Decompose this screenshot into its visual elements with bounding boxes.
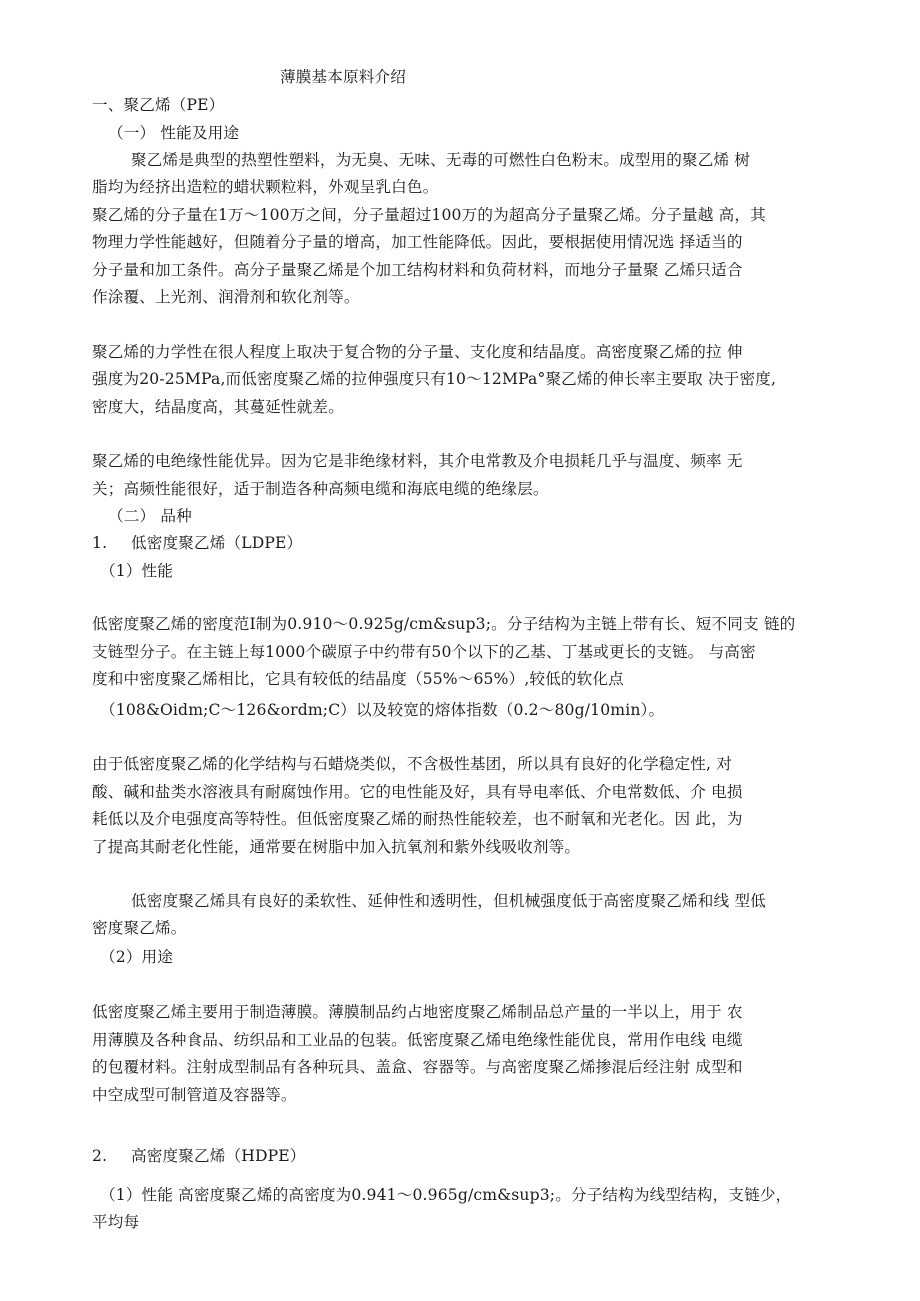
- sub-heading-uses: （2）用途: [100, 948, 174, 966]
- paragraph-line: 脂均为经挤出造粒的蜡状颗粒料，外观呈乳白色。: [92, 178, 439, 196]
- paragraph-line: 聚乙烯的电绝缘性能优异。因为它是非绝缘材料，其介电常教及介电损耗几乎与温度、频率 无: [92, 452, 743, 470]
- item-title: 高密度聚乙烯（HDPE）: [131, 1147, 306, 1165]
- paragraph-line: 中空成型可制管道及容器等。: [92, 1086, 297, 1104]
- paragraph-line: 耗低以及介电强度高等特性。但低密度聚乙烯的耐热性能较差，也不耐氧和光老化。因 此，为: [92, 810, 743, 828]
- subsection-heading-properties: （一） 性能及用途: [108, 124, 240, 142]
- subsection-heading-varieties: （二） 品种: [108, 507, 192, 525]
- paragraph-line: 作涂覆、上光剂、润滑剂和软化剂等。: [92, 288, 360, 306]
- numbered-heading-hdpe: [92, 1146, 306, 1166]
- paragraph-line: 密度聚乙烯。: [92, 919, 187, 937]
- item-title: 低密度聚乙烯（LDPE）: [131, 534, 303, 552]
- document-title: 薄膜基本原料介绍: [280, 68, 406, 86]
- paragraph-line: （1）性能 高密度聚乙烯的高密度为0.941～0.965g/cm&sup3;。分子结构为线型结构，支链少，: [100, 1186, 792, 1204]
- paragraph-line: 度和中密度聚乙烯相比，它具有较低的结晶度（55%～65%）,较低的软化点: [92, 670, 624, 688]
- paragraph-line: 用薄膜及各种食品、纺织品和工业品的包装。低密度聚乙烯电绝缘性能优良，常用作电线 电缆: [92, 1031, 743, 1049]
- item-number: 1.: [92, 534, 108, 552]
- paragraph-line: 物理力学性能越好，但随着分子量的增高，加工性能降低。因此，要根据使用情况选 择适当的: [92, 233, 743, 251]
- paragraph-line: 了提高其耐老化性能，通常要在树脂中加入抗氧剂和紫外线吸收剂等。: [92, 838, 581, 856]
- paragraph-line: 聚乙烯的力学性在很人程度上取决于复合物的分子量、支化度和结晶度。高密度聚乙烯的拉 伸: [92, 343, 743, 361]
- item-number: 2.: [92, 1147, 108, 1165]
- paragraph-line: 的包覆材料。注射成型制品有各种玩具、盖盒、容器等。与高密度聚乙烯掺混后经注射 成型和: [92, 1058, 743, 1076]
- numbered-heading-ldpe: [92, 533, 302, 553]
- section-heading-pe: 一、聚乙烯（PE）: [92, 96, 225, 114]
- paragraph-line: 低密度聚乙烯具有良好的柔软性、延伸性和透明性，但机械强度低于高密度聚乙烯和线 型低: [131, 892, 766, 910]
- paragraph-line: 分子量和加工条件。高分子量聚乙烯是个加工结构材料和负荷材料，而地分子量聚 乙烯只适合: [92, 261, 743, 279]
- paragraph-line: 由于低密度聚乙烯的化学结构与石蜡烧类似，不含极性基团，所以具有良好的化学稳定性, 对: [92, 755, 732, 773]
- sub-heading-properties: （1）性能: [100, 562, 174, 580]
- paragraph-line: 低密度聚乙烯主要用于制造薄膜。薄膜制品约占地密度聚乙烯制品总产量的一半以上，用于 农: [92, 1003, 743, 1021]
- paragraph-line: 关；高频性能很好，适于制造各种高频电缆和海底电缆的绝缘层。: [92, 480, 549, 498]
- paragraph-line: 强度为20-25MPa,而低密度聚乙烯的拉伸强度只有10～12MPa°聚乙烯的伸长率主要取 决于密度,: [92, 370, 777, 388]
- paragraph-line: 酸、碱和盐类水溶液具有耐腐蚀作用。它的电性能及好，具有导电率低、介电常数低、介 电损: [92, 783, 743, 801]
- paragraph-line: 聚乙烯的分子量在1万～100万之间，分子量超过100万的为超高分子量聚乙烯。分子量越 高，其: [92, 206, 766, 224]
- paragraph-line: （108&Oidm;C～126&ordm;C）以及较宽的熔体指数（0.2～80g/10min）。: [100, 701, 665, 719]
- paragraph-line: 聚乙烯是典型的热塑性塑料，为无臭、无味、无毒的可燃性白色粉末。成型用的聚乙烯 树: [131, 151, 751, 169]
- paragraph-line: 支链型分子。在主链上每1000个碳原子中约带有50个以下的乙基、丁基或更长的支链。 与高密: [92, 643, 756, 661]
- paragraph-line: 平均每: [92, 1213, 140, 1231]
- paragraph-line: 密度大，结晶度高，其蔓延性就差。: [92, 398, 344, 416]
- paragraph-line: 低密度聚乙烯的密度范I制为0.910～0.925g/cm&sup3;。分子结构为主链上带有长、短不同支 链的: [92, 615, 796, 633]
